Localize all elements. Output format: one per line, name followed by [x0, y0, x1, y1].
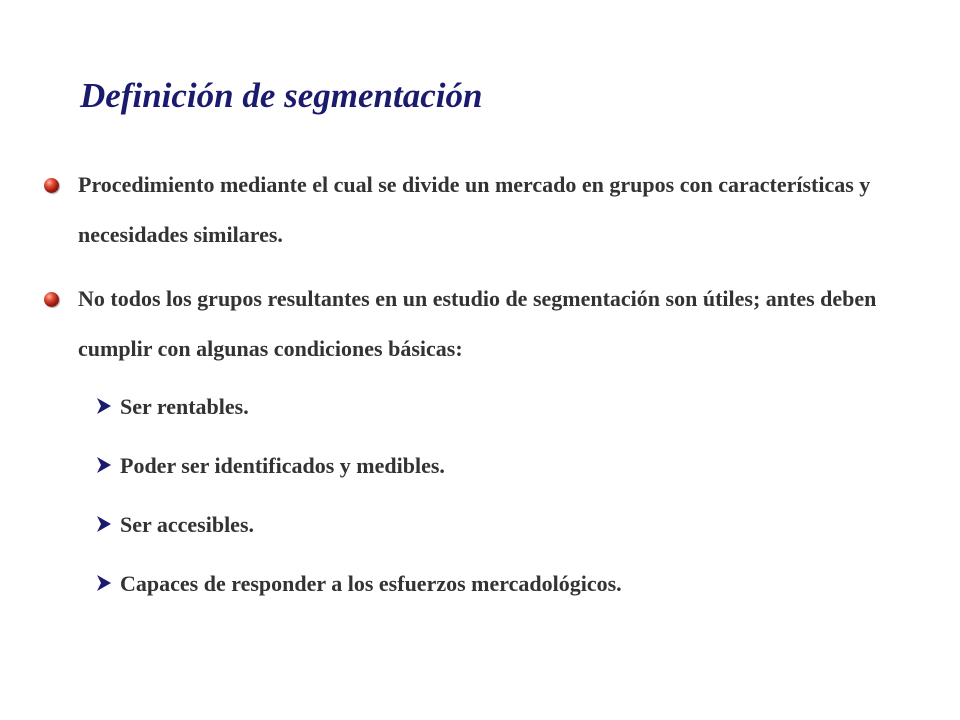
sub-bullet-item [96, 571, 622, 597]
arrowhead-icon [96, 515, 112, 533]
sub-bullet-text: Poder ser identificados y medibles. [120, 453, 445, 478]
bullet-text: Procedimiento mediante el cual se divide un mercado en grupos con características y necesidades similares. [78, 172, 871, 247]
red-sphere-icon [44, 292, 59, 307]
sub-bullet-text: Ser accesibles. [120, 512, 255, 537]
sub-bullet-item [96, 512, 254, 538]
arrowhead-icon [96, 574, 112, 592]
arrowhead-icon [96, 397, 112, 415]
red-sphere-icon [44, 178, 59, 193]
sub-bullet-text: Ser rentables. [120, 394, 249, 419]
sub-bullet-item [96, 394, 249, 420]
slide-title: Definición de segmentación [80, 76, 483, 115]
arrowhead-icon [96, 456, 112, 474]
bullet-text: No todos los grupos resultantes en un estudio de segmentación son útiles; antes deben cumplir con algunas condiciones básicas: [78, 286, 877, 361]
sub-bullet-item [96, 453, 445, 479]
sub-bullet-text: Capaces de responder a los esfuerzos mercadológicos. [120, 571, 622, 596]
